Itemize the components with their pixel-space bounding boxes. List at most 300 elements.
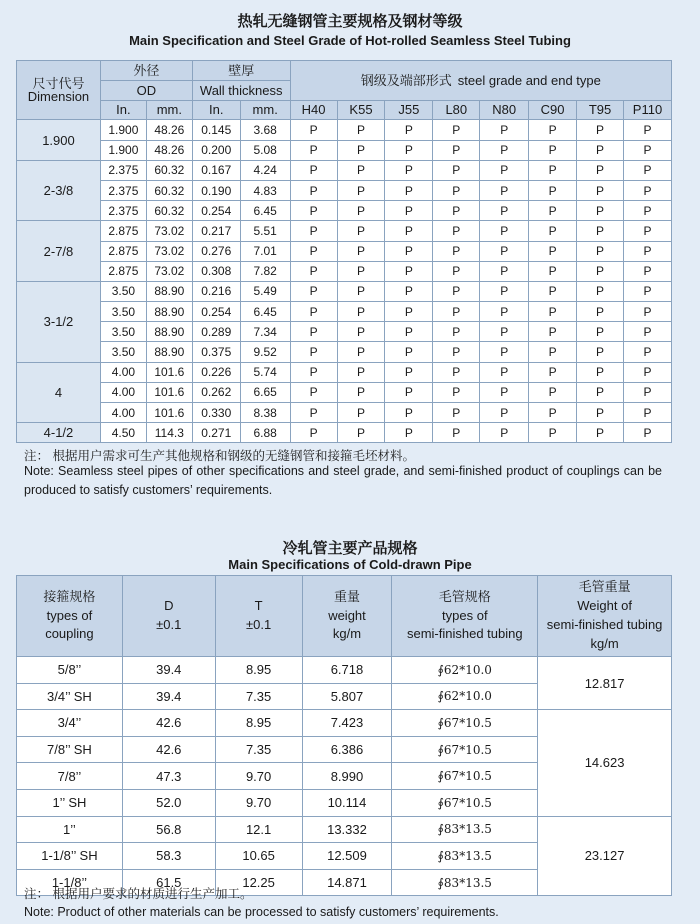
tubing-weight-cell: 14.623: [538, 710, 672, 816]
grade-cell: P: [577, 241, 624, 261]
grade-cell: P: [529, 160, 577, 180]
header-line: semi-finished tubing: [406, 626, 523, 642]
value-cell: 4.83: [240, 180, 290, 200]
grade-cell: P: [433, 403, 480, 423]
section1-note-cn: 注： 根据用户需求可生产其他规格和钢级的无缝钢管和接箍毛坯材料。: [24, 449, 415, 463]
grade-cell: P: [480, 241, 529, 261]
grade-cell: P: [290, 322, 337, 342]
grade-cell: P: [529, 281, 577, 301]
grade-cell: P: [290, 423, 337, 443]
grade-cell: P: [577, 342, 624, 362]
value-cell: 7.82: [240, 261, 290, 281]
d-cell: 52.0: [122, 789, 215, 816]
grade-cell: P: [433, 302, 480, 322]
value-cell: 0.330: [192, 403, 240, 423]
dimension-cell: 4-1/2: [17, 423, 101, 443]
grade-cell: P: [480, 180, 529, 200]
value-cell: 0.226: [192, 362, 240, 382]
coupling-cell: 1-1/8’’: [17, 869, 123, 896]
dimension-cell: 1.900: [17, 120, 101, 160]
section2-note-cn: 注： 根据用户要求的材质进行生产加工。: [24, 887, 253, 901]
value-cell: 60.32: [146, 201, 192, 221]
value-cell: 5.49: [240, 281, 290, 301]
t-cell: 7.35: [215, 736, 302, 763]
tubing-cell: ∮67*10.5: [392, 736, 538, 763]
dimension-cell: 4: [17, 362, 101, 423]
grade-cell: P: [623, 261, 671, 281]
grade-cell: P: [529, 140, 577, 160]
value-cell: 0.216: [192, 281, 240, 301]
grade-cell: P: [385, 140, 433, 160]
value-cell: 2.375: [100, 180, 146, 200]
unit-header: mm.: [146, 100, 192, 120]
table-row: [17, 281, 672, 301]
coupling-cell: 7/8’’ SH: [17, 736, 123, 763]
grade-cell: P: [623, 201, 671, 221]
value-cell: 9.52: [240, 342, 290, 362]
grade-cell: P: [433, 281, 480, 301]
table-row: [17, 140, 672, 160]
grade-cell: P: [480, 403, 529, 423]
grade-cell: P: [529, 342, 577, 362]
grade-cell: P: [529, 382, 577, 402]
t-cell: 8.95: [215, 710, 302, 737]
grade-cell: P: [623, 342, 671, 362]
header-line: semi-finished tubing: [546, 617, 663, 632]
grade-cell: P: [290, 160, 337, 180]
value-cell: 88.90: [146, 342, 192, 362]
grade-cell: P: [577, 201, 624, 221]
value-cell: 4.24: [240, 160, 290, 180]
grade-cell: P: [337, 261, 385, 281]
grade-cell: P: [385, 322, 433, 342]
unit-header: mm.: [240, 100, 290, 120]
value-cell: 0.190: [192, 180, 240, 200]
grade-cell: P: [577, 160, 624, 180]
weight-cell: 5.807: [302, 683, 392, 710]
coupling-cell: 5/8’’: [17, 657, 123, 684]
tubing-weight-cell: 12.817: [538, 657, 672, 710]
dimension-cell: 2-7/8: [17, 221, 101, 282]
grade-cell: P: [433, 322, 480, 342]
grade-cell: P: [577, 322, 624, 342]
grade-cell: P: [529, 322, 577, 342]
grade-cell: P: [337, 423, 385, 443]
weight-cell: 10.114: [302, 789, 392, 816]
grade-cell: P: [385, 160, 433, 180]
grade-cell: P: [480, 423, 529, 443]
tubing-cell: ∮83*13.5: [392, 816, 538, 843]
grade-cell: P: [290, 382, 337, 402]
steel-grade-header: [290, 61, 671, 101]
tubing-cell: ∮83*13.5: [392, 843, 538, 870]
value-cell: 3.50: [100, 302, 146, 322]
t-cell: 9.70: [215, 789, 302, 816]
value-cell: 3.50: [100, 342, 146, 362]
value-cell: 0.145: [192, 120, 240, 140]
header-line: D: [164, 598, 174, 614]
t-cell: 12.25: [215, 869, 302, 896]
grade-cell: P: [529, 362, 577, 382]
section2-note-en: Note: Product of other materials can be processed to satisfy customers’ requirements.: [24, 905, 499, 919]
value-cell: 73.02: [146, 221, 192, 241]
grade-cell: P: [385, 201, 433, 221]
value-cell: 6.45: [240, 201, 290, 221]
d-cell: 39.4: [122, 657, 215, 684]
grade-cell: P: [433, 120, 480, 140]
value-cell: 114.3: [146, 423, 192, 443]
value-cell: 88.90: [146, 302, 192, 322]
grade-cell: P: [385, 342, 433, 362]
value-cell: 7.34: [240, 322, 290, 342]
grade-cell: P: [290, 140, 337, 160]
grade-cell: P: [623, 120, 671, 140]
grade-cell: P: [480, 281, 529, 301]
value-cell: 0.276: [192, 241, 240, 261]
grade-cell: P: [290, 362, 337, 382]
value-cell: 0.167: [192, 160, 240, 180]
tubing-cell: ∮83*13.5: [392, 869, 538, 896]
grade-cell: P: [577, 423, 624, 443]
d-cell: 56.8: [122, 816, 215, 843]
grade-cell: P: [337, 140, 385, 160]
grade-cell: P: [577, 362, 624, 382]
value-cell: 60.32: [146, 160, 192, 180]
grade-column-header: N80: [480, 100, 529, 120]
grade-cell: P: [480, 261, 529, 281]
grade-cell: P: [433, 241, 480, 261]
grade-cell: P: [433, 201, 480, 221]
dimension-cell: 3-1/2: [17, 281, 101, 362]
grade-cell: P: [385, 403, 433, 423]
grade-cell: P: [290, 180, 337, 200]
grade-cell: P: [385, 281, 433, 301]
grade-cell: P: [385, 120, 433, 140]
grade-cell: P: [529, 180, 577, 200]
tubing-header: [392, 576, 538, 657]
grade-cell: P: [337, 221, 385, 241]
grade-cell: P: [480, 362, 529, 382]
table-row: [17, 261, 672, 281]
grade-cell: P: [337, 281, 385, 301]
grade-cell: P: [337, 120, 385, 140]
grade-cell: P: [337, 180, 385, 200]
header-line: types of: [46, 607, 93, 623]
header-line: 尺寸代号: [32, 76, 85, 92]
value-cell: 3.50: [100, 322, 146, 342]
value-cell: 101.6: [146, 382, 192, 402]
grade-cell: P: [623, 140, 671, 160]
value-cell: 0.271: [192, 423, 240, 443]
grade-cell: P: [529, 221, 577, 241]
t-cell: 12.1: [215, 816, 302, 843]
grade-cell: P: [577, 140, 624, 160]
grade-cell: P: [385, 221, 433, 241]
value-cell: 2.875: [100, 261, 146, 281]
cold-drawn-spec-table: [16, 575, 672, 896]
header-line: 毛管重量: [578, 579, 631, 595]
grade-cell: P: [480, 160, 529, 180]
d-cell: 47.3: [122, 763, 215, 790]
grade-cell: P: [385, 261, 433, 281]
table-row: [17, 657, 672, 684]
header-line: weight: [328, 607, 366, 623]
grade-cell: P: [290, 261, 337, 281]
table-row: [17, 423, 672, 443]
weight-cell: 8.990: [302, 763, 392, 790]
value-cell: 101.6: [146, 403, 192, 423]
value-cell: 1.900: [100, 140, 146, 160]
grade-cell: P: [529, 423, 577, 443]
grade-cell: P: [480, 201, 529, 221]
grade-column-header: P110: [623, 100, 671, 120]
value-cell: 4.00: [100, 362, 146, 382]
d-cell: 42.6: [122, 710, 215, 737]
coupling-cell: 3/4’’: [17, 710, 123, 737]
wall-thickness-header-cn: 壁厚: [192, 61, 290, 81]
grade-cell: P: [290, 281, 337, 301]
tubing-cell: ∮62*10.0: [392, 683, 538, 710]
grade-cell: P: [480, 382, 529, 402]
value-cell: 4.00: [100, 403, 146, 423]
grade-cell: P: [433, 140, 480, 160]
header-line: Weight of: [577, 598, 632, 614]
coupling-cell: 7/8’’: [17, 763, 123, 790]
table-row: [17, 120, 672, 140]
unit-header: In.: [192, 100, 240, 120]
grade-cell: P: [529, 120, 577, 140]
section1-note-en: Note: Seamless steel pipes of other specifications and steel grade, and semi-finished product of couplings can be produced to satisfy customers’ requirements.: [24, 464, 662, 497]
grade-cell: P: [623, 160, 671, 180]
value-cell: 0.308: [192, 261, 240, 281]
grade-cell: P: [577, 221, 624, 241]
dimension-header: [17, 61, 101, 120]
value-cell: 48.26: [146, 140, 192, 160]
header-line: types of: [442, 607, 488, 623]
grade-column-header: H40: [290, 100, 337, 120]
grade-cell: P: [529, 302, 577, 322]
header-line: ±0.1: [246, 617, 272, 632]
table-row: [17, 362, 672, 382]
grade-cell: P: [480, 120, 529, 140]
table-row: [17, 241, 672, 261]
grade-cell: P: [290, 302, 337, 322]
tubing-weight-header: [538, 576, 672, 657]
value-cell: 6.65: [240, 382, 290, 402]
grade-cell: P: [433, 423, 480, 443]
grade-cell: P: [433, 160, 480, 180]
grade-cell: P: [577, 281, 624, 301]
d-cell: 42.6: [122, 736, 215, 763]
grade-cell: P: [290, 201, 337, 221]
grade-column-header: L80: [433, 100, 480, 120]
value-cell: 88.90: [146, 322, 192, 342]
value-cell: 0.254: [192, 302, 240, 322]
t-cell: 7.35: [215, 683, 302, 710]
grade-cell: P: [577, 382, 624, 402]
t-header: [215, 576, 302, 657]
grade-cell: P: [337, 302, 385, 322]
header-line: T: [254, 598, 263, 614]
value-cell: 6.88: [240, 423, 290, 443]
header-line: kg/m: [332, 626, 362, 642]
grade-cell: P: [290, 342, 337, 362]
section1-title-cn: 热轧无缝钢管主要规格及钢材等级: [237, 13, 463, 30]
value-cell: 2.875: [100, 221, 146, 241]
unit-header: In.: [100, 100, 146, 120]
value-cell: 3.68: [240, 120, 290, 140]
tubing-cell: ∮67*10.5: [392, 789, 538, 816]
section2-title-en: Main Specifications of Cold-drawn Pipe: [228, 557, 472, 572]
grade-cell: P: [433, 221, 480, 241]
value-cell: 5.74: [240, 362, 290, 382]
grade-cell: P: [623, 221, 671, 241]
grade-cell: P: [577, 403, 624, 423]
table-row: [17, 342, 672, 362]
t-cell: 9.70: [215, 763, 302, 790]
grade-cell: P: [623, 322, 671, 342]
grade-cell: P: [623, 180, 671, 200]
table-row: [17, 302, 672, 322]
grade-cell: P: [577, 120, 624, 140]
grade-cell: P: [623, 281, 671, 301]
grade-cell: P: [529, 403, 577, 423]
tubing-cell: ∮62*10.0: [392, 657, 538, 684]
grade-cell: P: [480, 322, 529, 342]
grade-cell: P: [623, 403, 671, 423]
section2-title-cn: 冷轧管主要产品规格: [282, 540, 418, 557]
value-cell: 4.50: [100, 423, 146, 443]
table-row: [17, 180, 672, 200]
d-cell: 61.5: [122, 869, 215, 896]
table-row: [17, 710, 672, 737]
grade-cell: P: [577, 302, 624, 322]
header-line: coupling: [45, 626, 94, 642]
value-cell: 48.26: [146, 120, 192, 140]
value-cell: 2.375: [100, 201, 146, 221]
coupling-cell: 1’’ SH: [17, 789, 123, 816]
value-cell: 88.90: [146, 281, 192, 301]
value-cell: 3.50: [100, 281, 146, 301]
value-cell: 60.32: [146, 180, 192, 200]
grade-cell: P: [529, 241, 577, 261]
grade-cell: P: [385, 241, 433, 261]
weight-cell: 14.871: [302, 869, 392, 896]
grade-cell: P: [337, 322, 385, 342]
grade-cell: P: [433, 180, 480, 200]
header-line: kg/m: [590, 635, 619, 651]
value-cell: 4.00: [100, 382, 146, 402]
value-cell: 0.200: [192, 140, 240, 160]
grade-cell: P: [623, 302, 671, 322]
grade-cell: P: [290, 241, 337, 261]
dimension-cell: 2-3/8: [17, 160, 101, 221]
t-cell: 8.95: [215, 657, 302, 684]
grade-column-header: T95: [577, 100, 624, 120]
grade-cell: P: [337, 201, 385, 221]
grade-cell: P: [385, 362, 433, 382]
value-cell: 8.38: [240, 403, 290, 423]
weight-cell: 6.386: [302, 736, 392, 763]
grade-cell: P: [480, 342, 529, 362]
t-cell: 10.65: [215, 843, 302, 870]
table-row: [17, 382, 672, 402]
grade-cell: P: [337, 342, 385, 362]
value-cell: 2.375: [100, 160, 146, 180]
grade-cell: P: [623, 423, 671, 443]
grade-cell: P: [337, 160, 385, 180]
grade-cell: P: [433, 362, 480, 382]
coupling-cell: 1-1/8’’ SH: [17, 843, 123, 870]
value-cell: 0.375: [192, 342, 240, 362]
grade-header-en: steel grade and end type: [457, 72, 601, 88]
weight-header: [302, 576, 392, 657]
grade-cell: P: [577, 261, 624, 281]
weight-cell: 12.509: [302, 843, 392, 870]
grade-header-cn: 钢级及端部形式: [360, 72, 452, 88]
od-header-cn: 外径: [100, 61, 192, 81]
tubing-cell: ∮67*10.5: [392, 710, 538, 737]
value-cell: 0.289: [192, 322, 240, 342]
grade-cell: P: [623, 382, 671, 402]
value-cell: 73.02: [146, 261, 192, 281]
coupling-header: [17, 576, 123, 657]
grade-column-header: C90: [529, 100, 577, 120]
grade-cell: P: [529, 201, 577, 221]
grade-cell: P: [480, 302, 529, 322]
grade-cell: P: [290, 221, 337, 241]
grade-cell: P: [480, 140, 529, 160]
wall-thickness-header-en: Wall thickness: [192, 80, 290, 100]
value-cell: 73.02: [146, 241, 192, 261]
grade-cell: P: [385, 382, 433, 402]
d-header: [122, 576, 215, 657]
header-line: Dimension: [27, 89, 90, 105]
grade-cell: P: [480, 221, 529, 241]
table-row: [17, 403, 672, 423]
value-cell: 0.262: [192, 382, 240, 402]
grade-column-header: J55: [385, 100, 433, 120]
d-cell: 39.4: [122, 683, 215, 710]
value-cell: 7.01: [240, 241, 290, 261]
grade-cell: P: [290, 403, 337, 423]
weight-cell: 6.718: [302, 657, 392, 684]
grade-cell: P: [385, 423, 433, 443]
table-row: [17, 160, 672, 180]
grade-cell: P: [337, 241, 385, 261]
value-cell: 5.08: [240, 140, 290, 160]
value-cell: 0.254: [192, 201, 240, 221]
grade-cell: P: [577, 180, 624, 200]
grade-column-header: K55: [337, 100, 385, 120]
weight-cell: 13.332: [302, 816, 392, 843]
hot-rolled-spec-table: [16, 60, 672, 443]
value-cell: 101.6: [146, 362, 192, 382]
table-row: [17, 322, 672, 342]
weight-cell: 7.423: [302, 710, 392, 737]
tubing-cell: ∮67*10.5: [392, 763, 538, 790]
table-row: [17, 221, 672, 241]
value-cell: 5.51: [240, 221, 290, 241]
tubing-weight-cell: 23.127: [538, 816, 672, 896]
header-line: ±0.1: [156, 617, 182, 632]
section1-title-en: Main Specification and Steel Grade of Hot-rolled Seamless Steel Tubing: [129, 33, 571, 48]
od-header-en: OD: [100, 80, 192, 100]
grade-cell: P: [529, 261, 577, 281]
value-cell: 0.217: [192, 221, 240, 241]
grade-cell: P: [290, 120, 337, 140]
grade-cell: P: [433, 382, 480, 402]
